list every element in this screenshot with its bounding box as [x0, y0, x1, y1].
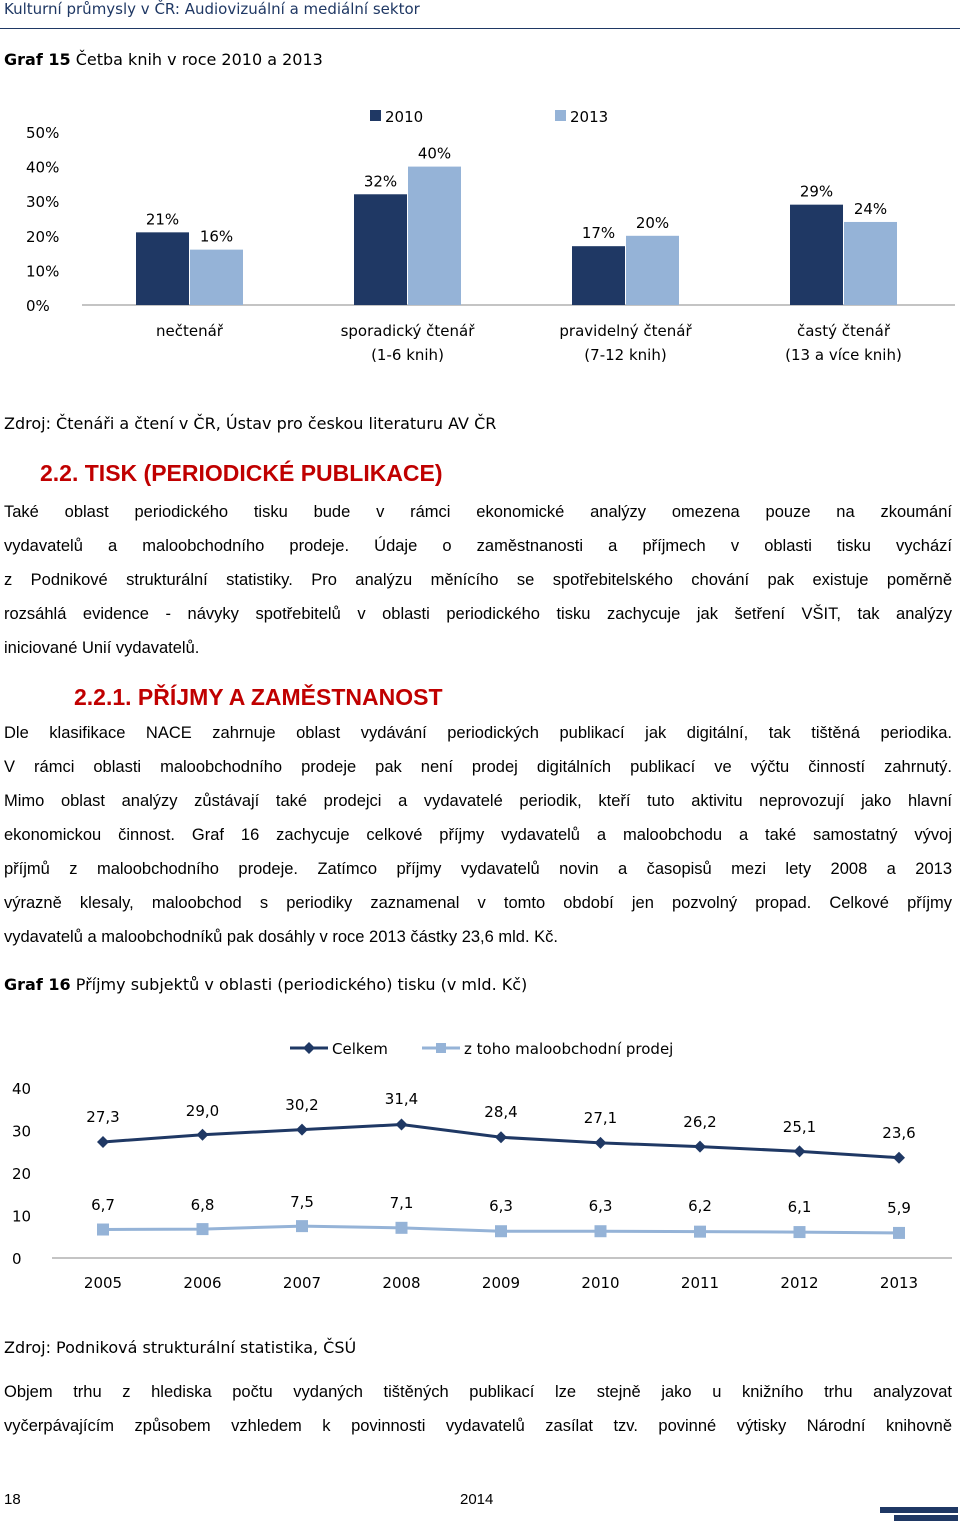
x-tick-label: 2012: [780, 1274, 819, 1292]
para-line: vydavatelů a maloobchodního prodeje. Údaje o zaměstnanosti a příjmech v oblasti tisku vychází: [4, 537, 952, 555]
section-heading-2-2: 2.2. TISK (PERIODICKÉ PUBLIKACE): [40, 460, 443, 486]
data-point: [595, 1137, 607, 1149]
data-label: 29,0: [185, 1102, 220, 1120]
legend-label: Celkem: [332, 1040, 388, 1058]
data-label: 7,1: [389, 1194, 414, 1212]
category-label: (7-12 knih): [584, 346, 667, 364]
data-label: 7,5: [290, 1193, 314, 1211]
graph15-title-text: Četba knih v roce 2010 a 2013: [75, 50, 323, 69]
legend-label: z toho maloobchodní prodej: [464, 1040, 674, 1058]
data-label: 16%: [199, 227, 234, 246]
x-tick-label: 2005: [83, 1274, 123, 1292]
para-line: vyčerpávajícím způsobem vzhledem k povinnosti vydavatelů zasílat tzv. povinné výtisky Národní knihovně: [4, 1417, 952, 1435]
para-line: z Podnikové strukturální statistiky. Pro analýzu měnícího se spotřebitelského chování pak existuje poměrně: [4, 571, 952, 589]
header-rule: [0, 28, 960, 29]
x-tick-label: 2010: [581, 1274, 620, 1292]
para-line: rozsáhlá evidence - návyky spotřebitelů v oblasti periodického tisku zachycuje jak šetření VŠIT, tak analýzy: [4, 605, 952, 623]
x-tick-label: 2011: [680, 1274, 720, 1292]
graph16-chart: [0, 1020, 960, 1310]
data-label: 21%: [145, 210, 180, 229]
data-point: [495, 1131, 507, 1143]
data-point: [97, 1136, 109, 1148]
bar: [408, 167, 461, 305]
bar: [572, 246, 625, 305]
data-label: 6,8: [190, 1196, 215, 1214]
page-number: 18: [4, 1491, 21, 1508]
legend-label: 2013: [570, 108, 609, 126]
data-label: 6,2: [688, 1197, 712, 1215]
data-label: 30,2: [285, 1096, 319, 1114]
para-line: V rámci oblasti maloobchodního prodeje pak není prodej digitálních publikací ve výčtu činností zahrnutý.: [4, 758, 952, 776]
para-line: vydavatelů a maloobchodníků pak dosáhly v roce 2013 částky 23,6 mld. Kč.: [4, 928, 558, 946]
data-point: [794, 1226, 806, 1238]
x-tick-label: 2007: [282, 1274, 322, 1292]
data-point: [296, 1124, 308, 1136]
category-label: pravidelný čtenář: [559, 322, 692, 340]
data-label: 32%: [363, 172, 398, 191]
data-label: 17%: [581, 224, 616, 243]
data-point: [595, 1225, 607, 1237]
data-point: [197, 1223, 209, 1235]
category-label: (13 a více knih): [785, 346, 902, 364]
data-label: 27,1: [583, 1109, 618, 1127]
x-tick-label: 2009: [481, 1274, 521, 1292]
data-point: [97, 1224, 109, 1236]
y-tick-label: 50%: [26, 124, 60, 142]
data-label: 24%: [853, 199, 888, 218]
data-point: [694, 1226, 706, 1238]
bar: [354, 194, 407, 305]
graph15-label: Graf 15: [4, 50, 71, 69]
logo-icon: [880, 1505, 958, 1521]
para-line: výrazně klesaly, maloobchod s periodiky zaznamenal v tomto období jen pozvolný propad. Celkové příjmy: [4, 894, 952, 912]
data-label: 26,2: [683, 1113, 717, 1131]
data-point: [893, 1227, 905, 1239]
data-label: 31,4: [384, 1090, 419, 1108]
para-line: Mimo oblast analýzy zůstávají také prodejci a vydavatelé periodik, kteří tuto aktivitu neprovozují jako hlavní: [4, 792, 952, 810]
y-tick-label: 30: [12, 1122, 32, 1141]
data-label: 6,3: [588, 1197, 613, 1215]
data-label: 6,1: [787, 1198, 812, 1216]
bar: [790, 205, 843, 305]
data-label: 6,7: [91, 1196, 115, 1214]
data-label: 6,3: [489, 1197, 513, 1215]
data-label: 28,4: [484, 1103, 518, 1121]
category-label: častý čtenář: [796, 322, 891, 340]
para-line: Dle klasifikace NACE zahrnuje oblast vydávání periodických publikací jak digitální, tak tištěná periodika.: [4, 724, 952, 742]
y-tick-label: 0%: [26, 297, 50, 315]
bar: [136, 232, 189, 305]
para-line: Objem trhu z hlediska počtu vydaných tištěných publikací lze stejně jako u knižního trhu analyzovat: [4, 1383, 952, 1401]
graph15-chart: [0, 100, 960, 390]
running-header: Kulturní průmysly v ČR: Audiovizuální a mediální sektor: [4, 0, 420, 18]
data-label: 29%: [799, 182, 834, 201]
data-label: 27,3: [86, 1108, 120, 1126]
bar: [844, 222, 897, 305]
graph16-source: Zdroj: Podniková strukturální statistika, ČSÚ: [4, 1338, 357, 1357]
y-tick-label: 30%: [26, 193, 60, 212]
closing-body: [4, 1375, 952, 1443]
graph15-title: [4, 50, 323, 69]
para-line: Také oblast periodického tisku bude v rámci ekonomické analýzy omezena pouze na zkoumání: [4, 503, 952, 521]
data-label: 40%: [417, 144, 452, 163]
bar: [190, 250, 243, 305]
data-point: [694, 1141, 706, 1153]
category-label: nečtenář: [156, 322, 223, 340]
y-tick-label: 0: [12, 1250, 22, 1268]
data-label: 20%: [635, 213, 670, 232]
graph15-source: Zdroj: Čtenáři a čtení v ČR, Ústav pro českou literaturu AV ČR: [4, 414, 497, 433]
legend-marker: [303, 1042, 315, 1054]
y-tick-label: 20: [12, 1165, 32, 1183]
graph16-label: Graf 16: [4, 975, 71, 994]
y-tick-label: 10%: [26, 262, 60, 281]
graph16-title-text: Příjmy subjektů v oblasti (periodického) tisku (v mld. Kč): [75, 975, 528, 994]
bar: [626, 236, 679, 305]
x-tick-label: 2008: [382, 1274, 421, 1292]
data-point: [197, 1129, 209, 1141]
data-point: [794, 1145, 806, 1157]
legend-swatch: [370, 110, 381, 121]
x-tick-label: 2006: [183, 1274, 222, 1292]
legend-label: 2010: [385, 108, 424, 126]
data-point: [296, 1220, 308, 1232]
graph16-title: [4, 975, 527, 994]
x-tick-label: 2013: [879, 1274, 919, 1292]
data-label: 25,1: [782, 1118, 817, 1136]
category-label: (1-6 knih): [371, 346, 444, 364]
y-tick-label: 40: [12, 1080, 32, 1098]
para-line: iniciované Unií vydavatelů.: [4, 639, 200, 657]
y-tick-label: 10: [12, 1207, 32, 1226]
section-2-2-1-body: [4, 716, 952, 954]
category-label: sporadický čtenář: [340, 322, 475, 340]
y-tick-label: 20%: [26, 227, 60, 246]
data-label: 5,9: [887, 1199, 911, 1217]
para-line: příjmů z maloobchodního prodeje. Zatímco příjmy vydavatelů novin a časopisů mezi lety 2008 a 2013: [4, 860, 952, 878]
y-tick-label: 40%: [26, 158, 60, 177]
para-line: ekonomickou činnost. Graf 16 zachycuje celkové příjmy vydavatelů a maloobchodu a také samostatný vývoj: [4, 826, 952, 844]
data-point: [396, 1222, 408, 1234]
data-point: [495, 1225, 507, 1237]
data-label: 23,6: [882, 1124, 916, 1142]
section-2-2-body: [4, 495, 952, 665]
footer-year: 2014: [460, 1491, 494, 1508]
legend-swatch: [555, 110, 566, 121]
data-point: [396, 1119, 408, 1131]
data-point: [893, 1152, 905, 1164]
section-heading-2-2-1: 2.2.1. PŘÍJMY A ZAMĚSTNANOST: [74, 684, 443, 710]
legend-marker: [436, 1043, 446, 1053]
